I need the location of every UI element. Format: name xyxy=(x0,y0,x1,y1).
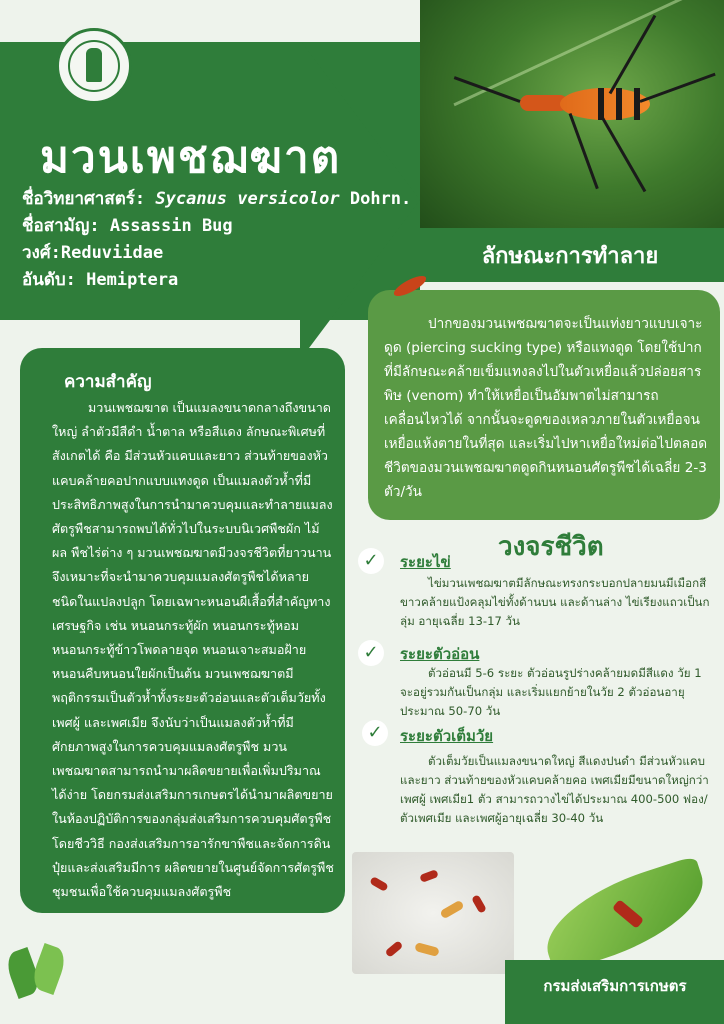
check-icon: ✓ xyxy=(358,548,384,574)
stage-adult-text: ตัวเต็มวัยเป็นแมลงขนาดใหญ่ สีแดงปนดำ มีส่วนหัวแคบและยาว ส่วนท้ายของหัวแคบคล้ายคอ เพศเมียมีขนาดใหญ่กว่าเพศผู้ เพศเมีย1 ตัว สามารถวางไข่ได้ประมาณ 400-500 ฟอง/ตัวเพศเมีย และเพศผู้อายุเฉลี่ย 30-40 วัน xyxy=(400,754,709,825)
footer-department: กรมส่งเสริมการเกษตร xyxy=(543,977,687,995)
common-name: ชื่อสามัญ: Assassin Bug xyxy=(22,216,233,236)
scientific-author: Dohrn. xyxy=(339,189,412,209)
scientific-label: ชื่อวิทยาศาสตร์: xyxy=(22,189,156,209)
header-top-strip xyxy=(0,0,420,42)
scientific-name: Sycanus versicolor xyxy=(155,189,340,209)
bug-stripe xyxy=(616,88,622,120)
damage-text: ปากของมวนเพชฌฆาตจะเป็นแท่งยาวแบบเจาะดูด (piercing sucking type) หรือแทงดูด โดยใช้ปากที่มีลักษณะคล้ายเข็มแทงลงไปในตัวเหยื่อแล้วปล่อยสารพิษ (venom) ทำให้เหยื่อเป็นอัมพาตไม่สามารถเคลื่อนไหวได้ จากนั้นจะดูดของเหลวภายในตัวเหยื่อจนเหยื่อแห้งตายในที่สุด และเริ่มไปหาเหยื่อใหม่ต่อไปตลอดชีวิตของมวนเพชฌฆาตดูดกินหนอนศัตรูพืชได้เฉลี่ย 2-3 ตัว/วัน xyxy=(384,316,708,500)
check-icon: ✓ xyxy=(362,720,388,746)
check-icon: ✓ xyxy=(358,640,384,666)
order-name: อันดับ: Hemiptera xyxy=(22,270,179,290)
lifecycle-title: วงจรชีวิต xyxy=(498,532,604,562)
taxonomy-block xyxy=(22,186,422,294)
bug-stripe xyxy=(634,88,640,120)
stage-egg-text: ไข่มวนเพชฌฆาตมีลักษณะทรงกระบอกปลายมนมีเมือกสีขาวคล้ายแป้งคลุมไข่ทั้งด้านบน และด้านล่าง ไข่เรียงแถวเป็นกลุ่ม อายุเฉลี่ย 13-17 วัน xyxy=(400,576,710,628)
stage-nymph-title: ระยะตัวอ่อน xyxy=(400,645,480,663)
importance-text: มวนเพชฌฆาต เป็นแมลงขนาดกลางถึงขนาดใหญ่ ลำตัวมีสีดำ น้ำตาล หรือสีแดง ลักษณะพิเศษที่สังเกตได้ คือ มีส่วนหัวแคบและยาว ส่วนท้ายของหัวแคบคล้ายคอปากแบบแทงดูด เป็นแมลงตัวห้ำที่มีประสิทธิภาพสูงในการนำมาควบคุมและทำลายแมลงศัตรูพืชสามารถพบได้ทั่วไปในระบบนิเวศพืชผัก ไม้ผล พืชไร่ต่าง ๆ มวนเพชฌฆาตมีวงจรชีวิตที่ยาวนานจึงเหมาะที่จะนำมาควบคุมแมลงศัตรูพืชได้หลายชนิดในแปลงปลูก โดยเฉพาะหนอนผีเสื้อที่สำคัญทางเศรษฐกิจ เช่น หนอนกระทู้ผัก หนอนกระทู้หอม หนอนกระทู้ข้าวโพดลายจุด หนอนเจาะสมอฝ้ายหนอนคืบหนอนใยผักเป็นต้น มวนเพชฌฆาตมีพฤติกรรมเป็นตัวห้ำทั้งระยะตัวอ่อนและตัวเต็มวัยทั้งเพศผู้ และเพศเมีย จึงนับว่าเป็นแมลงตัวห้ำที่มีศักยภาพสูงในการควบคุมแมลงศัตรูพืช มวนเพชฌฆาตสามารถนำมาผลิตขยายเพื่อเพิ่มปริมาณได้ง่าย โดยกรมส่งเสริมการเกษตรได้นำมาผลิตขยายในห้องปฏิบัติการของกลุ่มส่งเสริมการควบคุมศัตรูพืชโดยชีววิธี กองส่งเสริมการอารักขาพืชและจัดการดินปุ๋ยและส่งเสริมมีการ ผลิตขยายในศูนย์จัดการศัตรูพืชชุมชนเพื่อใช้ควบคุมแมลงศัตรูพืช xyxy=(52,400,334,900)
stage-adult-title: ระยะตัวเต็มวัย xyxy=(400,727,494,745)
logo-figure xyxy=(86,48,102,82)
scientific-name-line xyxy=(22,186,422,213)
importance-title: ความสำคัญ xyxy=(64,372,152,392)
stage-egg-title: ระยะไข่ xyxy=(400,553,451,571)
damage-title: ลักษณะการทำลาย xyxy=(481,244,659,269)
page-title: มวนเพชฌฆาต xyxy=(40,132,342,183)
family-name: วงศ์:Reduviidae xyxy=(22,243,164,263)
damage-tab-notch xyxy=(386,228,406,282)
stage-nymph-text: ตัวอ่อนมี 5-6 ระยะ ตัวอ่อนรูปร่างคล้ายมดมีสีแดง วัย 1 จะอยู่รวมกันเป็นกลุ่ม และเริ่มแยกย้ายในวัย 2 ตัวอ่อนอายุประมาณ 50-70 วัน xyxy=(400,666,702,718)
